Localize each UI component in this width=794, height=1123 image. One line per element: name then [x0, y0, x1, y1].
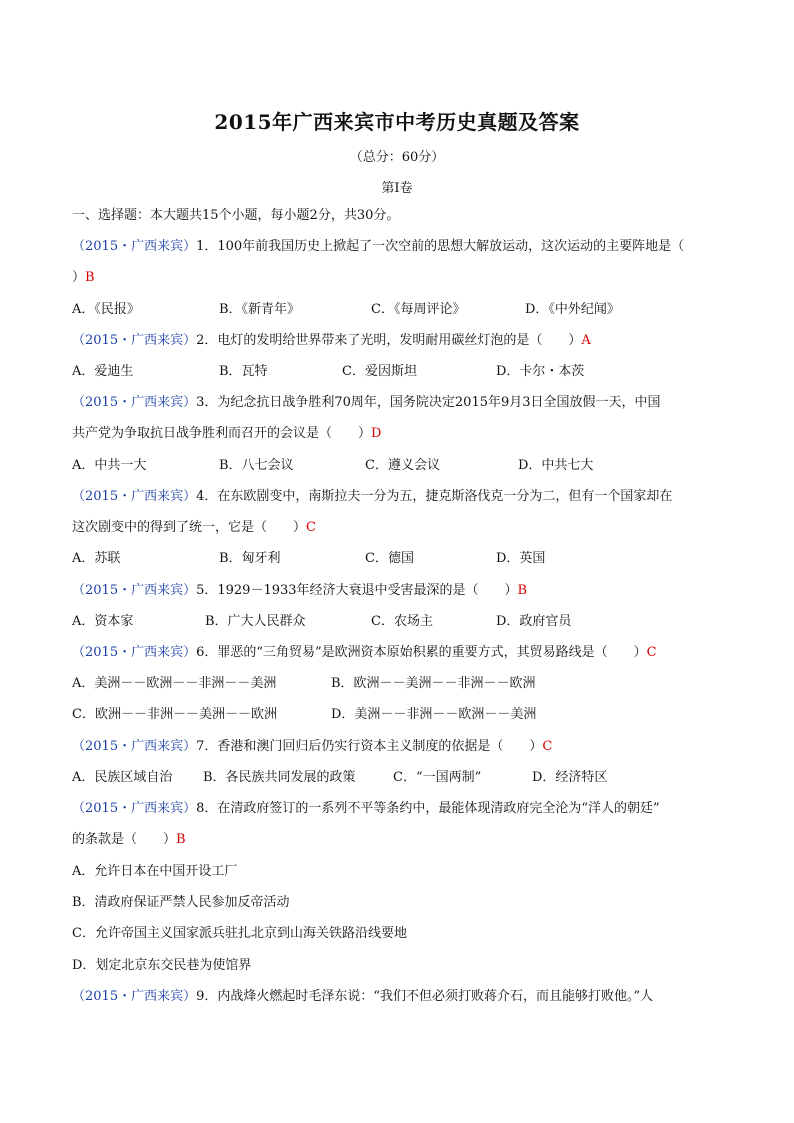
question-2-options	[72, 363, 722, 381]
question-7-options	[72, 769, 722, 787]
question-stem-cont: 共产党为争取抗日战争胜利而召开的会议是（ ）	[72, 426, 372, 441]
question-stem: 5．1929－1933年经济大衰退中受害最深的是（ ）	[196, 583, 518, 598]
question-source: （2015・广西来宾）	[72, 989, 197, 1004]
question-3-stem-line	[72, 394, 661, 412]
question-4-options	[72, 550, 722, 568]
question-6-options-row-2	[72, 706, 722, 724]
option-b: B．匈牙利	[219, 551, 281, 566]
question-stem: 4．在东欧剧变中，南斯拉夫一分为五，捷克斯洛伐克一分为二，但有一个国家却在	[196, 489, 673, 504]
option-b: B．瓦特	[219, 364, 268, 379]
option-a: A．资本家	[72, 614, 134, 629]
question-source: （2015・广西来宾）	[72, 645, 197, 660]
answer-label: A	[581, 333, 591, 348]
option-b: B．广大人民群众	[205, 614, 306, 629]
total-score: （总分：60分）	[349, 150, 445, 165]
option-b: B．各民族共同发展的政策	[203, 770, 356, 785]
option-d: D．中共七大	[518, 458, 594, 473]
answer-label: C	[306, 520, 316, 535]
question-source: （2015・广西来宾）	[72, 239, 197, 254]
question-stem-cont: 这次剧变中的得到了统一，它是（ ）	[72, 520, 307, 535]
question-source: （2015・广西来宾）	[72, 333, 197, 348]
option-b: B．《新青年》	[219, 302, 301, 317]
question-1-options	[72, 301, 722, 319]
answer-label: C	[646, 645, 657, 660]
option-d: D．美洲－－非洲－－欧洲－－美洲	[331, 707, 537, 722]
question-8-stem-line	[72, 800, 660, 818]
answer-label: B	[517, 583, 528, 598]
question-9-stem-line	[72, 988, 653, 1006]
option-c: C．允许帝国主义国家派兵驻扎北京到山海关铁路沿线要地	[72, 926, 407, 941]
question-4-stem-line-2	[72, 519, 316, 537]
option-c: C．农场主	[371, 614, 433, 629]
question-stem: 8．在清政府签订的一系列不平等条约中，最能体现清政府完全沦为“洋人的朝廷”	[196, 801, 660, 816]
option-d: D．《中外纪闻》	[525, 302, 620, 317]
option-a: A．爱迪生	[72, 364, 134, 379]
option-a: A．美洲－－欧洲－－非洲－－美洲	[72, 676, 277, 691]
option-d: D．英国	[496, 551, 546, 566]
answer-label: C	[542, 739, 553, 754]
option-c: C．爱因斯坦	[342, 364, 417, 379]
option-a: A．民族区域自治	[72, 770, 173, 785]
question-source: （2015・广西来宾）	[72, 739, 197, 754]
section-heading: 一、选择题：本大题共15个小题，每小题2分，共30分。	[72, 208, 400, 223]
question-stem: 1．100年前我国历史上掀起了一次空前的思想大解放运动，这次运动的主要阵地是（	[196, 239, 685, 254]
question-5-stem-line	[72, 582, 527, 600]
option-b: B．清政府保证严禁人民参加反帝活动	[72, 895, 290, 910]
option-b: B．欧洲－－美洲－－非洲－－欧洲	[331, 676, 536, 691]
option-d: D．经济特区	[532, 770, 608, 785]
question-8-stem-line-2	[72, 831, 186, 849]
question-stem: 3．为纪念抗日战争胜利70周年，国务院决定2015年9月3日全国放假一天，中国	[196, 395, 661, 410]
option-b: B．八七会议	[219, 458, 294, 473]
option-c: C．欧洲－－非洲－－美洲－－欧洲	[72, 707, 277, 722]
option-c: C．《每周评论》	[371, 302, 466, 317]
question-3-options	[72, 457, 722, 475]
question-6-options-row-1	[72, 675, 722, 693]
question-stem-cont: 的条款是（ ）	[72, 832, 177, 847]
volume-label: 第Ⅰ卷	[381, 181, 413, 196]
question-stem: 2．电灯的发明给世界带来了光明，发明耐用碳丝灯泡的是（ ）	[196, 333, 582, 348]
option-a: A．苏联	[72, 551, 121, 566]
question-stem: 9．内战烽火燃起时毛泽东说：“我们不但必须打败蒋介石，而且能够打败他。”人	[196, 989, 654, 1004]
question-source: （2015・广西来宾）	[72, 583, 197, 598]
question-source: （2015・广西来宾）	[72, 801, 197, 816]
question-3-stem-line-2	[72, 425, 381, 443]
option-d: D．卡尔・本茨	[496, 364, 585, 379]
question-stem: 7．香港和澳门回归后仍实行资本主义制度的依据是（ ）	[196, 739, 543, 754]
option-c: C．德国	[365, 551, 414, 566]
option-d: D．划定北京东交民巷为使馆界	[72, 958, 252, 973]
exam-title: 2015年广西来宾市中考历史真题及答案	[214, 110, 580, 134]
question-stem: 6．罪恶的“三角贸易”是欧洲资本原始积累的重要方式，其贸易路线是（ ）	[196, 645, 647, 660]
question-source: （2015・广西来宾）	[72, 489, 197, 504]
option-a: A．允许日本在中国开设工厂	[72, 864, 238, 879]
answer-label: B	[176, 832, 186, 847]
question-1-stem-line	[72, 238, 684, 256]
question-1-stem-line-2	[72, 269, 95, 287]
option-d: D．政府官员	[496, 614, 572, 629]
question-4-stem-line	[72, 488, 672, 506]
answer-label: D	[371, 426, 382, 441]
option-a: A．《民报》	[72, 302, 140, 317]
question-2-stem-line	[72, 332, 591, 350]
question-7-stem-line	[72, 738, 552, 756]
option-c: C．遵义会议	[365, 458, 440, 473]
question-source: （2015・广西来宾）	[72, 395, 197, 410]
answer-label: B	[85, 270, 95, 285]
question-5-options	[72, 613, 722, 631]
option-c: C．“一国两制”	[393, 770, 482, 785]
question-6-stem-line	[72, 644, 657, 662]
question-stem-cont: ）	[72, 270, 86, 285]
option-a: A．中共一大	[72, 458, 147, 473]
